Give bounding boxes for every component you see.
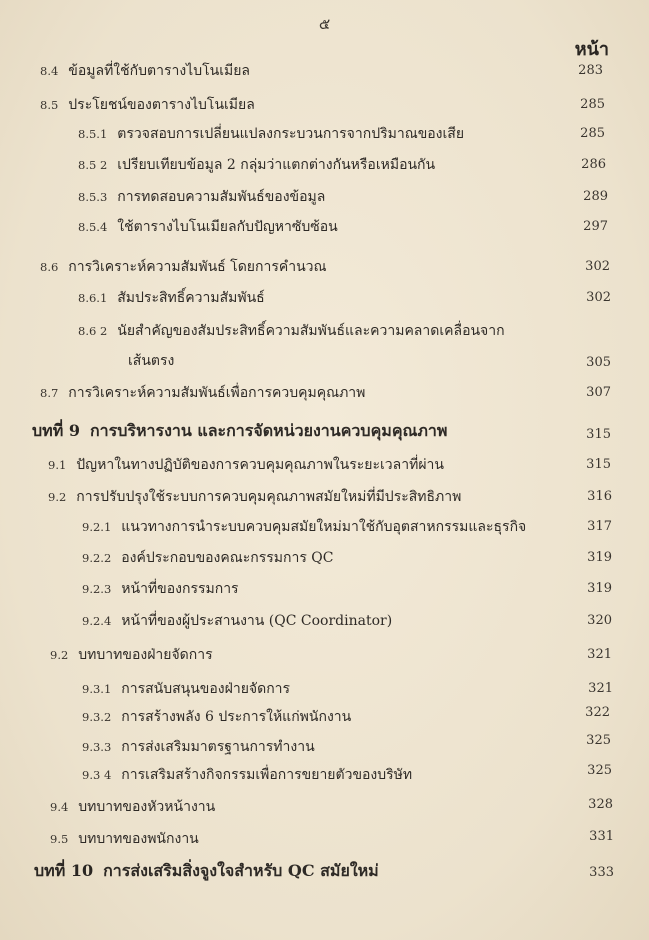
entry-title: ประโยชน์ของตารางไบโนเมียล [68,97,255,113]
entry-page: 315 [586,427,611,442]
entry-page: 302 [586,290,611,305]
toc-entry [82,576,239,602]
chapter-title: การส่งเสริมสิ่งจูงใจสำหรับ QC สมัยใหม่ [103,861,379,880]
chapter-number: บทที่ 10 [34,861,94,880]
entry-page: 316 [587,489,612,504]
entry-title: การส่งเสริมมาตรฐานการทำงาน [121,739,315,755]
entry-number: 8.5.1 [78,127,108,141]
toc-entry [50,826,199,852]
entry-title: การสนับสนุนของฝ่ายจัดการ [121,681,291,697]
toc-entry [50,794,215,820]
entry-page: 289 [583,189,608,204]
entry-title: หน้าที่ของผู้ประสานงาน (QC Coordinator) [121,613,393,629]
entry-page: 317 [587,519,612,534]
entry-title: การปรับปรุงใช้ระบบการควบคุมคุณภาพสมัยใหม่ที่มีประสิทธิภาพ [76,489,462,505]
toc-entry [40,380,365,406]
entry-title: การวิเคราะห์ความสัมพันธ์ โดยการคำนวณ [68,259,327,275]
toc-entry [78,214,338,240]
entry-title: บทบาทของฝ่ายจัดการ [78,647,213,663]
toc-entry [78,184,325,210]
entry-number: 8.6.1 [78,291,108,305]
entry-page: 322 [585,705,610,720]
entry-number: 9.2.4 [82,614,112,628]
toc-entry [82,545,334,571]
entry-number: 9.5 [50,832,69,846]
entry-number: 8.5 [40,98,59,112]
toc-entry [50,642,213,668]
entry-page: 319 [587,550,612,565]
entry-number: 8.6 [40,260,59,274]
toc-entry [48,452,444,478]
entry-title: สัมประสิทธิ์ความสัมพันธ์ [117,290,265,306]
entry-title: ปัญหาในทางปฏิบัติของการควบคุมคุณภาพในระยะเวลาที่ผ่าน [76,457,444,473]
entry-number: 8.4 [40,64,59,78]
entry-number: 9.4 [50,800,69,814]
entry-number: 9.1 [48,458,67,472]
chapter-heading [32,418,447,444]
entry-title: การวิเคราะห์ความสัมพันธ์เพื่อการควบคุมคุณภาพ [68,385,366,401]
toc-entry [82,704,351,730]
entry-page: 319 [587,581,612,596]
entry-page: 302 [585,259,610,274]
toc-entry [82,608,392,634]
entry-page: 331 [589,829,614,844]
entry-page: 297 [583,219,608,234]
entry-title: บทบาทของพนักงาน [78,831,199,847]
toc-entry [40,92,255,118]
entry-title: แนวทางการนำระบบควบคุมสมัยใหม่มาใช้กับอุตสาหกรรมและธุรกิจ [121,519,527,535]
entry-number: 8.6 2 [78,324,108,338]
entry-title: เปรียบเทียบข้อมูล 2 กลุ่มว่าแตกต่างกันหรือเหมือนกัน [117,157,436,173]
entry-number: 8.5.3 [78,190,108,204]
entry-number: 9.2 [50,648,69,662]
entry-number: 9.3.1 [82,682,112,696]
page-column-header: หน้า [574,39,609,60]
entry-title: การทดสอบความสัมพันธ์ของข้อมูล [117,189,326,205]
entry-number: 9.3.2 [82,710,112,724]
toc-entry [82,676,290,702]
chapter-title: การบริหารงาน และการจัดหน่วยงานควบคุมคุณภาพ [89,421,448,440]
entry-page: 307 [586,385,611,400]
entry-title: การสร้างพลัง 6 ประการให้แก่พนักงาน [121,709,352,725]
entry-title: นัยสำคัญของสัมประสิทธิ์ความสัมพันธ์และความคลาดเคลื่อนจาก [117,323,505,339]
chapter-number: บทที่ 9 [32,421,80,440]
entry-number: 8.7 [40,386,59,400]
page-number: ๕ [318,15,331,33]
entry-page: 325 [586,733,611,748]
entry-number: 9.2.3 [82,582,112,596]
toc-entry [78,318,505,344]
entry-number: 8.5 2 [78,158,108,172]
entry-title: องค์ประกอบของคณะกรรมการ QC [121,550,334,566]
toc-entry-continued [128,348,174,374]
entry-title: ตรวจสอบการเปลี่ยนแปลงกระบวนการจากปริมาณของเสีย [117,126,465,142]
entry-page: 320 [587,613,612,628]
entry-page: 283 [578,63,603,78]
entry-page: 285 [580,126,605,141]
toc-entry [40,254,327,280]
toc-entry [82,734,315,760]
entry-page: 321 [587,647,612,662]
entry-page: 328 [588,797,613,812]
entry-page: 321 [588,681,613,696]
entry-page: 333 [589,865,614,880]
toc-entry [48,484,461,510]
entry-page: 305 [586,355,611,370]
entry-title: บทบาทของหัวหน้างาน [78,799,216,815]
entry-title: การเสริมสร้างกิจกรรมเพื่อการขยายตัวของบริษัท [121,767,413,783]
entry-title: ข้อมูลที่ใช้กับตารางไบโนเมียล [68,63,250,79]
toc-entry [78,152,435,178]
entry-page: 325 [587,763,612,778]
toc-entry [78,285,265,311]
entry-title: ใช้ตารางไบโนเมียลกับปัญหาซับซ้อน [117,219,338,235]
entry-page: 286 [581,157,606,172]
toc-entry [78,121,464,147]
toc-entry [82,762,412,788]
entry-page: 315 [586,457,611,472]
entry-page: 285 [580,97,605,112]
entry-number: 9.2.2 [82,551,112,565]
entry-number: 9.2 [48,490,67,504]
entry-title: เส้นตรง [128,353,175,369]
toc-entry [40,58,250,84]
entry-number: 9.3.3 [82,740,112,754]
toc-entry [82,514,526,540]
entry-number: 9.2.1 [82,520,112,534]
entry-title: หน้าที่ของกรรมการ [121,581,239,597]
entry-number: 9.3 4 [82,768,112,782]
entry-number: 8.5.4 [78,220,108,234]
chapter-heading [34,858,379,884]
